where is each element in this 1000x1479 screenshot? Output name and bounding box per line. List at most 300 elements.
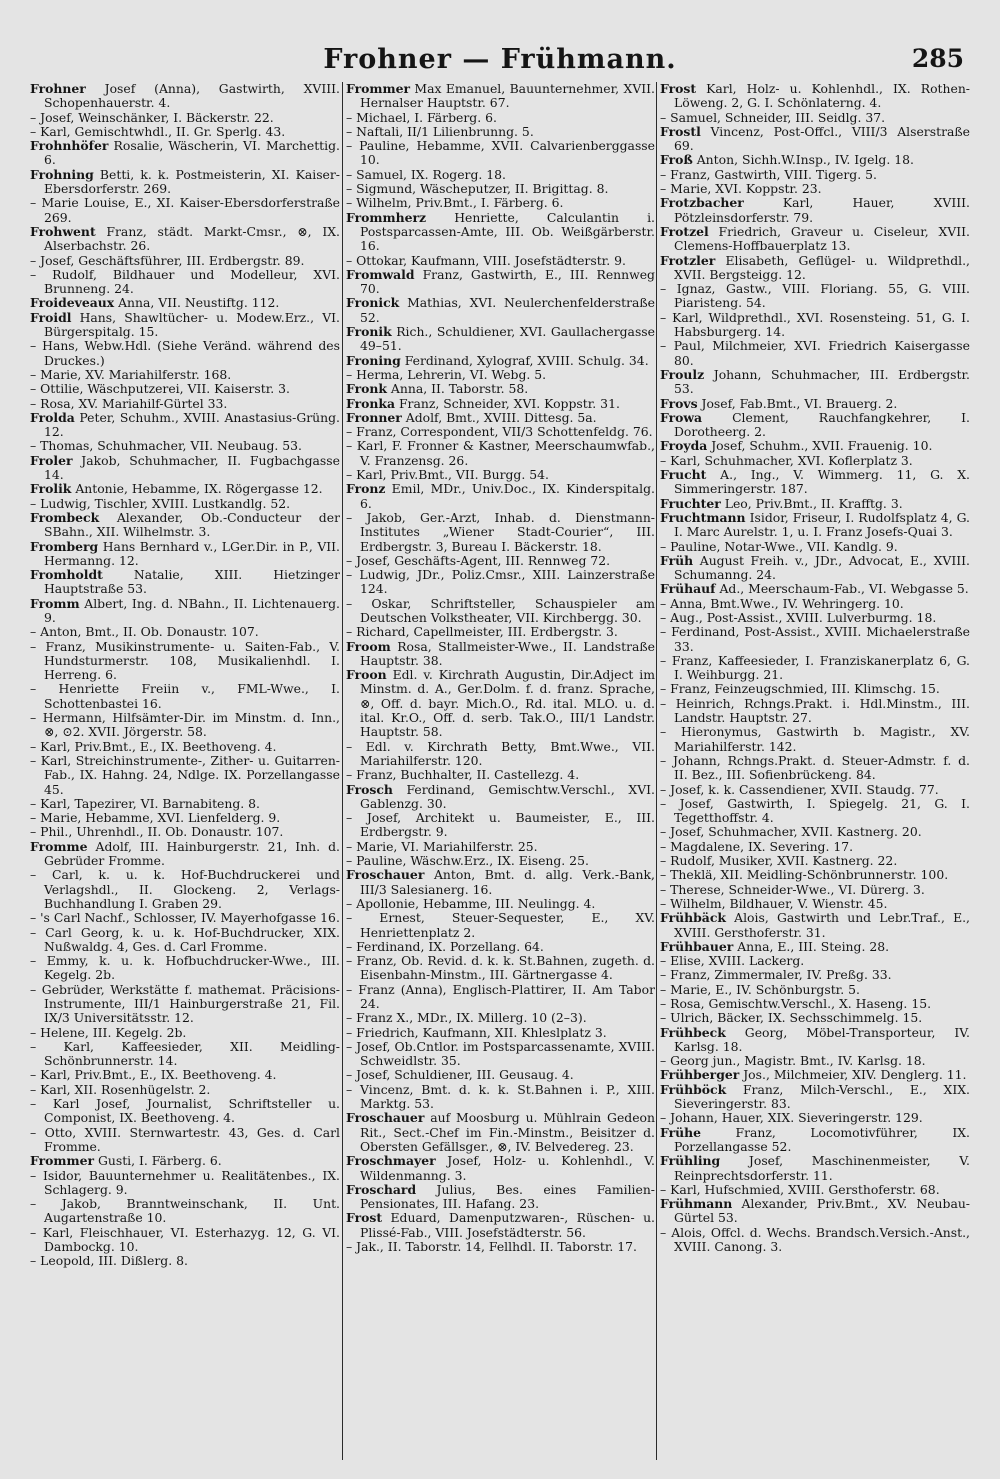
entry-text: Henriette, Calculantin i. Postsparcassen-Amte, III. Ob. Weißgärberstr. 16. xyxy=(360,209,655,254)
directory-entry xyxy=(30,497,340,511)
directory-entry xyxy=(660,1083,970,1112)
directory-entry xyxy=(30,625,340,639)
directory-entry xyxy=(346,325,655,354)
entry-text: Jos., Milchmeier, XIV. Denglerg. 11. xyxy=(739,1067,967,1083)
entry-text: – Edl. v. Kirchrath Betty, Bmt.Wwe., VII. Mariahilferstr. 120. xyxy=(346,738,655,768)
directory-entry xyxy=(30,840,340,869)
entry-text: Max Emanuel, Bauunternehmer, XVII. Hernalser Hauptstr. 67. xyxy=(360,82,655,111)
entry-text: – Karl, Schuhmacher, XVI. Koflerplatz 3. xyxy=(660,452,913,468)
entry-text: – Pauline, Hebamme, XVII. Calvarienberggasse 10. xyxy=(346,138,655,168)
directory-entry xyxy=(660,111,970,125)
entry-text: Mathias, XVI. Neulerchenfelderstraße 52. xyxy=(360,295,655,325)
entry-text: – Henriette Freiin v., FML-Wwe., I. Schottenbastei 16. xyxy=(30,681,340,711)
directory-entry xyxy=(660,439,970,453)
entry-text: – Gebrüder, Werkstätte f. mathemat. Präcisions-Instrumente, III/1 Hainburgerstraße 21, Fil. IX/3 Universitätsstr. 12. xyxy=(30,981,340,1026)
directory-entry xyxy=(30,983,340,1026)
entry-surname: Frostl xyxy=(660,123,701,139)
directory-entry xyxy=(346,1183,655,1212)
entry-text: Franz, Milch-Verschl., E., XIX. Sieveringerstr. 83. xyxy=(674,1081,970,1112)
directory-entry xyxy=(660,1068,970,1082)
entry-text: – Josef, Geschäfts-Agent, III. Rennweg 72. xyxy=(346,552,611,568)
entry-text: – Ottilie, Wäschputzerei, VII. Kaiserstr. 3. xyxy=(30,381,290,397)
entry-text: – Johann, Rchngs.Prakt. d. Steuer-Admstr. f. d. II. Bez., III. Sofienbrückeng. 84. xyxy=(660,752,970,783)
entry-text: – Wilhelm, Priv.Bmt., I. Färberg. 6. xyxy=(346,195,564,211)
entry-text: – Franz X., MDr., IX. Millerg. 10 (2–3). xyxy=(346,1010,587,1026)
entry-surname: Fronik xyxy=(346,324,392,340)
directory-entry xyxy=(30,368,340,382)
entry-text: Johann, Schuhmacher, III. Erdbergstr. 53. xyxy=(674,366,970,397)
entry-surname: Froschard xyxy=(346,1181,417,1197)
entry-surname: Frühbeck xyxy=(660,1024,726,1040)
entry-text: – Herma, Lehrerin, VI. Webg. 5. xyxy=(346,366,547,382)
entry-text: Alexander, Ob.-Conducteur der SBahn., XII. Wilhelmstr. 3. xyxy=(44,509,340,540)
directory-entry xyxy=(346,368,655,382)
entry-text: – Josef, Ob.Cntlor. im Postsparcassenamte, XVIII. Schweidlstr. 35. xyxy=(346,1038,655,1069)
entry-text: – 's Carl Nachf., Schlosser, IV. Mayerhofgasse 16. xyxy=(30,910,340,926)
directory-entry xyxy=(346,268,655,297)
entry-text: – Georg jun., Magistr. Bmt., IV. Karlsg. 18. xyxy=(660,1053,926,1069)
directory-entry xyxy=(346,568,655,597)
entry-text: Isidor, Friseur, I. Rudolfsplatz 4, G. I. Marc Aurelstr. 1, u. I. Franz Josefs-Quai 3. xyxy=(674,509,970,540)
directory-entry xyxy=(346,196,655,210)
entry-text: Anna, E., III. Steing. 28. xyxy=(733,938,890,954)
directory-entry xyxy=(660,196,970,225)
entry-surname: Frucht xyxy=(660,467,707,483)
directory-entry xyxy=(346,1040,655,1069)
entry-text: – Franz, Ob. Revid. d. k. k. St.Bahnen, zugeth. d. Eisenbahn-Minstm., III. Gärtnergasse 4. xyxy=(346,953,655,983)
directory-entry xyxy=(30,1040,340,1069)
directory-entry xyxy=(660,1226,970,1255)
directory-entry xyxy=(30,1083,340,1097)
entry-text: – Carl, k. u. k. Hof-Buchdruckerei und Verlagshdl., II. Glockeng. 2, Verlags-Buchhandlung I. Graben 29. xyxy=(30,867,340,911)
directory-entry xyxy=(346,554,655,568)
entry-text: – Karl, XII. Rosenhügelstr. 2. xyxy=(30,1081,211,1097)
entry-text: Vincenz, Post-Offcl., VIII/3 Alserstraße 69. xyxy=(674,123,970,154)
entry-text: Josef (Anna), Gastwirth, XVIII. Schopenhauerstr. 4. xyxy=(44,82,340,111)
entry-text: – Ferdinand, Post-Assist., XVIII. Michaelerstraße 33. xyxy=(660,624,970,654)
entry-surname: Fromm xyxy=(30,595,80,611)
entry-text: Betti, k. k. Postmeisterin, XI. Kaiser-Ebersdorferstr. 269. xyxy=(44,166,340,197)
entry-surname: Frohning xyxy=(30,166,94,182)
directory-entry xyxy=(30,139,340,168)
entry-text: Rich., Schuldiener, XVI. Gaullachergasse 49–51. xyxy=(360,324,655,354)
entry-text: – Richard, Capellmeister, III. Erdbergstr. 3. xyxy=(346,624,618,640)
directory-entry xyxy=(30,1197,340,1226)
directory-column-1 xyxy=(30,82,340,1462)
directory-entry xyxy=(30,797,340,811)
directory-entry xyxy=(660,311,970,340)
directory-entry xyxy=(30,254,340,268)
directory-entry xyxy=(30,296,340,310)
entry-text: Karl, Holz- u. Kohlenhdl., IX. Rothen-Löweng. 2, G. I. Schönlaterng. 4. xyxy=(674,82,970,111)
directory-entry xyxy=(660,282,970,311)
entry-surname: Fronner xyxy=(346,409,402,425)
entry-text: – Wilhelm, Bildhauer, V. Wienstr. 45. xyxy=(660,895,888,911)
entry-text: – Marie, Hebamme, XVI. Lienfelderg. 9. xyxy=(30,810,281,826)
entry-text: Edl. v. Kirchrath Augustin, Dir.Adject im Minstm. d. A., Ger.Dolm. f. d. franz. Sprache, ⊗, Off. d. bayr. Mich.O., Rd. ital. MLO. u. d. ital. Kr.O., Off. d. serb. Tak.O., III/1 Landstr. Hauptstr. 58. xyxy=(360,667,655,740)
directory-entry xyxy=(346,1083,655,1112)
directory-entry xyxy=(660,783,970,797)
entry-surname: Fronka xyxy=(346,395,395,411)
entry-text: Leo, Priv.Bmt., II. Krafftg. 3. xyxy=(720,495,903,511)
entry-surname: Froler xyxy=(30,452,73,468)
entry-text: Anna, II. Taborstr. 58. xyxy=(386,381,529,397)
directory-entry xyxy=(30,111,340,125)
directory-entry xyxy=(660,511,970,540)
entry-text: – Anna, Bmt.Wwe., IV. Wehringerg. 10. xyxy=(660,595,904,611)
directory-entry xyxy=(660,540,970,554)
directory-entry xyxy=(30,225,340,254)
running-title: Frohner — Frühmann. xyxy=(323,44,677,75)
entry-text: – Samuel, Schneider, III. Seidlg. 37. xyxy=(660,109,886,125)
entry-text: – Pauline, Wäschw.Erz., IX. Eiseng. 25. xyxy=(346,853,589,869)
directory-entry xyxy=(660,625,970,654)
directory-entry xyxy=(30,911,340,925)
entry-text: Hans Bernhard v., LGer.Dir. in P., VII. Hermanng. 12. xyxy=(44,538,340,568)
entry-text: – Sigmund, Wäscheputzer, II. Brigittag. 8. xyxy=(346,181,609,197)
entry-text: Gusti, I. Färberg. 6. xyxy=(94,1153,222,1169)
directory-entry xyxy=(346,211,655,254)
entry-text: Franz, städt. Markt-Cmsr., ⊗, IX. Alserbachstr. 26. xyxy=(44,223,340,254)
entry-text: – Carl Georg, k. u. k. Hof-Buchdrucker, XIX. Nußwaldg. 4, Ges. d. Carl Fromme. xyxy=(30,924,340,954)
entry-text: Elisabeth, Geflügel- u. Wildprethdl., XVII. Bergsteigg. 12. xyxy=(674,252,970,282)
directory-entry xyxy=(30,597,340,626)
entry-surname: Frühling xyxy=(660,1153,721,1169)
directory-entry xyxy=(346,983,655,1012)
entry-surname: Frost xyxy=(660,82,697,96)
directory-entry xyxy=(346,397,655,411)
directory-entry xyxy=(660,883,970,897)
entry-text: – Therese, Schneider-Wwe., VI. Dürerg. 3. xyxy=(660,881,925,897)
entry-text: – Heinrich, Rchngs.Prakt. i. Hdl.Minstm., III. Landstr. Hauptstr. 27. xyxy=(660,695,970,726)
entry-text: – Franz, Buchhalter, II. Castellezg. 4. xyxy=(346,767,580,783)
directory-entry xyxy=(30,1068,340,1082)
entry-text: – Karl, Tapezirer, VI. Barnabiteng. 8. xyxy=(30,795,260,811)
directory-entry xyxy=(346,482,655,511)
directory-entry xyxy=(346,840,655,854)
directory-entry xyxy=(660,168,970,182)
entry-text: – Hieronymus, Gastwirth b. Magistr., XV. Mariahilferstr. 142. xyxy=(660,724,970,754)
entry-surname: Fruchtmann xyxy=(660,509,746,525)
directory-entry xyxy=(346,296,655,325)
entry-surname: Frommer xyxy=(30,1153,95,1169)
entry-surname: Frühe xyxy=(660,1124,702,1140)
entry-text: – Franz, Correspondent, VII/3 Schottenfeldg. 76. xyxy=(346,424,653,440)
entry-text: Karl, Hauer, XVIII. Pötzleinsdorferstr. 79. xyxy=(674,195,970,225)
directory-entry xyxy=(660,940,970,954)
directory-entry xyxy=(346,111,655,125)
column-divider xyxy=(342,82,343,1460)
entry-text: – Hermann, Hilfsämter-Dir. im Minstm. d. Inn., ⊗, ⊙2. XVII. Jörgerstr. 58. xyxy=(30,710,340,740)
entry-surname: Froidl xyxy=(30,309,72,325)
directory-entry xyxy=(660,854,970,868)
directory-entry xyxy=(30,125,340,139)
entry-text: – Marie Louise, E., XI. Kaiser-Ebersdorferstraße 269. xyxy=(30,195,340,225)
directory-entry xyxy=(346,811,655,840)
directory-entry xyxy=(660,1054,970,1068)
entry-text: – Josef, Gastwirth, I. Spiegelg. 21, G. I. Tegetthoffstr. 4. xyxy=(660,795,970,826)
directory-entry xyxy=(346,1026,655,1040)
directory-entry xyxy=(30,382,340,396)
directory-entry xyxy=(30,82,340,111)
directory-entry xyxy=(30,868,340,911)
entry-text: – Aug., Post-Assist., XVIII. Lulverburmg. 18. xyxy=(660,609,937,625)
directory-entry xyxy=(660,1126,970,1155)
entry-surname: Frommer xyxy=(346,82,411,96)
directory-entry xyxy=(30,568,340,597)
entry-text: – Friedrich, Kaufmann, XII. Khleslplatz 3. xyxy=(346,1024,607,1040)
entry-text: Georg, Möbel-Transporteur, IV. Karlsg. 18. xyxy=(674,1024,970,1054)
entry-surname: Froideveaux xyxy=(30,295,115,311)
entry-text: – Ferdinand, IX. Porzellang. 64. xyxy=(346,938,544,954)
entry-text: – Franz, Musikinstrumente- u. Saiten-Fab., V. Hundsturmerstr. 108, Musikalienhdl. I. Herreng. 6. xyxy=(30,638,340,683)
directory-entry xyxy=(30,454,340,483)
directory-entry xyxy=(660,368,970,397)
entry-text: Josef, Maschinenmeister, V. Reinprechtsdorferstr. 11. xyxy=(674,1153,970,1183)
entry-surname: Frost xyxy=(346,1210,383,1226)
directory-entry xyxy=(346,511,655,554)
directory-entry xyxy=(346,897,655,911)
directory-entry xyxy=(346,625,655,639)
entry-text: – Phil., Uhrenhdl., II. Ob. Donaustr. 107. xyxy=(30,824,284,840)
entry-text: auf Moosburg u. Mühlrain Gedeon Rit., Sect.-Chef im Fin.-Minstm., Beisitzer d. Obersten Gefällsger., ⊗, IV. Belvedereg. 23. xyxy=(360,1110,655,1154)
entry-surname: Froulz xyxy=(660,366,705,382)
directory-entry xyxy=(660,611,970,625)
directory-entry xyxy=(30,926,340,955)
entry-text: – Marie, VI. Mariahilferstr. 25. xyxy=(346,838,538,854)
entry-surname: Froom xyxy=(346,638,391,654)
entry-text: – Samuel, IX. Rogerg. 18. xyxy=(346,166,506,182)
directory-entry xyxy=(346,1068,655,1082)
directory-entry xyxy=(346,1111,655,1154)
directory-entry xyxy=(660,1026,970,1055)
entry-text: Eduard, Damenputzwaren-, Rüschen- u. Plissé-Fab., VIII. Josefstädterstr. 56. xyxy=(360,1210,655,1240)
directory-entry xyxy=(30,439,340,453)
entry-text: Emil, MDr., Univ.Doc., IX. Kinderspitalg. 6. xyxy=(360,481,655,511)
directory-entry xyxy=(660,397,970,411)
directory-entry xyxy=(346,597,655,626)
entry-text: – Naftali, II/1 Lilienbrunng. 5. xyxy=(346,123,534,139)
entry-text: – Karl, Streichinstrumente-, Zither- u. Guitarren-Fab., IX. Hahng. 24, Ndlge. IX. Porzellangasse 45. xyxy=(30,752,340,797)
entry-text: – Josef, Weinschänker, I. Bäckerstr. 22. xyxy=(30,109,274,125)
directory-entry xyxy=(660,225,970,254)
entry-text: Josef, Holz- u. Kohlenhdl., V. Wildenmanng. 3. xyxy=(360,1153,655,1183)
entry-text: – Apollonie, Hebamme, III. Neulingg. 4. xyxy=(346,895,596,911)
entry-text: Friedrich, Graveur u. Ciseleur, XVII. Clemens-Hoffbauerplatz 13. xyxy=(674,223,970,254)
entry-text: Adolf, Bmt., XVIII. Dittesg. 5a. xyxy=(401,409,597,425)
entry-surname: Frohnhöfer xyxy=(30,138,109,154)
entry-text: – Ludwig, Tischler, XVIII. Lustkandlg. 52. xyxy=(30,495,291,511)
directory-entry xyxy=(30,268,340,297)
directory-entry xyxy=(346,868,655,897)
page-number: 285 xyxy=(911,44,964,73)
entry-surname: Froon xyxy=(346,667,387,683)
directory-entry xyxy=(30,740,340,754)
entry-text: Ferdinand, Xylograf, XVIII. Schulg. 34. xyxy=(400,352,649,368)
entry-surname: Frovs xyxy=(660,395,698,411)
entry-surname: Frotzbacher xyxy=(660,195,744,211)
entry-text: – Leopold, III. Dißlerg. 8. xyxy=(30,1253,188,1269)
directory-entry xyxy=(660,697,970,726)
entry-text: – Magdalene, IX. Severing. 17. xyxy=(660,838,854,854)
directory-entry xyxy=(30,1026,340,1040)
entry-text: A., Ing., V. Wimmerg. 11, G. X. Simmeringerstr. 187. xyxy=(674,467,970,497)
entry-text: Franz, Schneider, XVI. Koppstr. 31. xyxy=(395,395,620,411)
entry-text: Ad., Meerschaum-Fab., VI. Webgasse 5. xyxy=(715,581,969,597)
entry-text: Anton, Bmt. d. allg. Verk.-Bank, III/3 Salesianerg. 16. xyxy=(360,867,655,897)
entry-surname: Froschauer xyxy=(346,1110,425,1126)
entry-surname: Frühberger xyxy=(660,1067,740,1083)
entry-text: – Vincenz, Bmt. d. k. k. St.Bahnen i. P., XIII. Marktg. 53. xyxy=(346,1081,655,1112)
directory-entry xyxy=(30,711,340,740)
entry-text: Hans, Shawltücher- u. Modew.Erz., VI. Bürgerspitalg. 15. xyxy=(44,309,340,340)
directory-entry xyxy=(346,125,655,139)
directory-entry xyxy=(346,940,655,954)
entry-text: – Franz, Gastwirth, VIII. Tigerg. 5. xyxy=(660,166,877,182)
directory-entry xyxy=(30,954,340,983)
directory-column-2 xyxy=(346,82,655,1462)
entry-text: – Marie, XVI. Koppstr. 23. xyxy=(660,181,822,197)
directory-entry xyxy=(346,1211,655,1240)
directory-entry xyxy=(30,168,340,197)
entry-text: – Karl Josef, Journalist, Schriftsteller u. Componist, IX. Beethoveng. 4. xyxy=(30,1096,340,1126)
entry-text: – Emmy, k. u. k. Hofbuchdrucker-Wwe., III. Kegelg. 2b. xyxy=(30,953,340,983)
entry-text: – Ernest, Steuer-Sequester, E., XV. Henriettenplatz 2. xyxy=(346,910,655,940)
entry-text: – Ignaz, Gastw., VIII. Floriang. 55, G. VIII. Piaristeng. 54. xyxy=(660,281,970,311)
entry-text: Julius, Bes. eines Familien-Pensionates, III. Hafang. 23. xyxy=(360,1181,655,1212)
entry-text: Rosa, Stallmeister-Wwe., II. Landstraße Hauptstr. 38. xyxy=(360,638,655,668)
entry-text: Anton, Sichh.W.Insp., IV. Igelg. 18. xyxy=(692,152,914,168)
entry-text: – Franz, Zimmermaler, IV. Preßg. 33. xyxy=(660,967,892,983)
directory-entry xyxy=(660,725,970,754)
directory-entry xyxy=(346,439,655,468)
entry-text: – Josef, k. k. Cassendiener, XVII. Staudg. 77. xyxy=(660,781,939,797)
entry-text: Alois, Gastwirth und Lebr.Traf., E., XVIII. Gersthoferstr. 31. xyxy=(674,910,970,940)
column-divider xyxy=(656,82,657,1460)
directory-entry xyxy=(346,382,655,396)
directory-entry xyxy=(660,125,970,154)
directory-entry xyxy=(30,311,340,340)
entry-text: – Johann, Hauer, XIX. Sieveringerstr. 129. xyxy=(660,1110,923,1126)
directory-entry xyxy=(30,411,340,440)
entry-surname: Frühauf xyxy=(660,581,716,597)
entry-text: – Pauline, Notar-Wwe., VII. Kandlg. 9. xyxy=(660,538,898,554)
directory-entry xyxy=(30,754,340,797)
directory-entry xyxy=(30,640,340,683)
entry-text: Adolf, III. Hainburgerstr. 21, Inh. d. Gebrüder Fromme. xyxy=(44,838,340,869)
directory-entry xyxy=(346,411,655,425)
entry-surname: Frolda xyxy=(30,409,75,425)
directory-entry xyxy=(660,797,970,826)
entry-text: Natalie, XIII. Hietzinger Hauptstraße 53. xyxy=(44,567,340,597)
entry-surname: Froß xyxy=(660,152,693,168)
directory-entry xyxy=(346,854,655,868)
directory-entry xyxy=(30,339,340,368)
entry-text: – Jak., II. Taborstr. 14, Fellhdl. II. Taborstr. 17. xyxy=(346,1239,637,1255)
entry-text: – Marie, E., IV. Schönburgstr. 5. xyxy=(660,981,860,997)
entry-text: – Anton, Bmt., II. Ob. Donaustr. 107. xyxy=(30,624,259,640)
entry-text: Antonie, Hebamme, IX. Rögergasse 12. xyxy=(71,481,323,497)
directory-entry xyxy=(660,954,970,968)
entry-text: – Rudolf, Musiker, XVII. Kastnerg. 22. xyxy=(660,853,898,869)
entry-text: – Theklä, XII. Meidling-Schönbrunnerstr. 100. xyxy=(660,867,949,883)
directory-entry xyxy=(346,1154,655,1183)
entry-surname: Fromholdt xyxy=(30,567,103,583)
entry-text: – Hans, Webw.Hdl. (Siehe Veränd. während des Druckes.) xyxy=(30,338,340,368)
entry-surname: Frotzler xyxy=(660,252,716,268)
entry-text: Franz, Locomotivführer, IX. Porzellangasse 52. xyxy=(674,1124,970,1154)
entry-surname: Frühmann xyxy=(660,1196,733,1212)
directory-entry xyxy=(30,825,340,839)
directory-entry xyxy=(30,1169,340,1198)
directory-entry xyxy=(660,654,970,683)
directory-entry xyxy=(346,1240,655,1254)
entry-text: – Jakob, Branntweinschank, II. Unt. Augartenstraße 10. xyxy=(30,1196,340,1226)
directory-entry xyxy=(660,468,970,497)
entry-text: – Karl, Wildprethdl., XVI. Rosensteing. 51, G. I. Habsburgerg. 14. xyxy=(660,309,970,340)
entry-text: – Josef, Architekt u. Baumeister, E., III. Erdbergstr. 9. xyxy=(346,810,655,840)
directory-entry xyxy=(346,254,655,268)
entry-text: Peter, Schuhm., XVIII. Anastasius-Grüng. 12. xyxy=(44,409,340,440)
entry-text: – Marie, XV. Mariahilferstr. 168. xyxy=(30,366,232,382)
directory-entry xyxy=(660,968,970,982)
directory-entry xyxy=(346,668,655,739)
entry-text: – Oskar, Schriftsteller, Schauspieler am Deutschen Volkstheater, VII. Kirchbergg. 30. xyxy=(346,595,655,625)
entry-text: – Franz (Anna), Englisch-Plattirer, II. Am Tabor 24. xyxy=(346,981,655,1011)
directory-entry xyxy=(30,811,340,825)
entry-surname: Fronz xyxy=(346,481,386,497)
directory-entry xyxy=(346,168,655,182)
directory-entry xyxy=(660,897,970,911)
directory-entry xyxy=(660,582,970,596)
entry-text: – Alois, Offcl. d. Wechs. Brandsch.Versich.-Anst., XVIII. Canong. 3. xyxy=(660,1224,970,1255)
entry-surname: Froschauer xyxy=(346,867,425,883)
entry-text: Rosalie, Wäscherin, VI. Marchettig. 6. xyxy=(44,138,340,168)
entry-text: Ferdinand, Gemischtw.Verschl., XVI. Gablenzg. 30. xyxy=(360,781,655,811)
directory-entry xyxy=(346,740,655,769)
entry-surname: Fromberg xyxy=(30,538,99,554)
entry-surname: Froning xyxy=(346,352,401,368)
directory-entry xyxy=(660,1111,970,1125)
entry-surname: Fronk xyxy=(346,381,387,397)
entry-surname: Frosch xyxy=(346,781,393,797)
entry-surname: Frühböck xyxy=(660,1081,727,1097)
entry-text: – Franz, Kaffeesieder, I. Franziskanerplatz 6, G. I. Weihburgg. 21. xyxy=(660,652,970,683)
directory-entry xyxy=(660,840,970,854)
directory-entry xyxy=(660,182,970,196)
entry-text: Franz, Gastwirth, E., III. Rennweg 70. xyxy=(360,266,655,297)
directory-entry xyxy=(660,911,970,940)
directory-entry xyxy=(30,511,340,540)
directory-entry xyxy=(346,911,655,940)
entry-surname: Frühbäck xyxy=(660,910,726,926)
directory-entry xyxy=(346,425,655,439)
directory-entry xyxy=(660,1011,970,1025)
directory-entry xyxy=(660,254,970,283)
entry-text: – Josef, Schuhmacher, XVII. Kastnerg. 20. xyxy=(660,824,922,840)
directory-entry xyxy=(660,554,970,583)
entry-text: – Jakob, Ger.-Arzt, Inhab. d. Dienstmann-Institutes „Wiener Stadt-Courier“, III. Erdbergstr. 3, Bureau I. Bäckerstr. 18. xyxy=(346,509,655,554)
entry-surname: Frombeck xyxy=(30,509,100,525)
entry-text: – Ulrich, Bäcker, IX. Sechsschimmelg. 15. xyxy=(660,1010,923,1026)
directory-entry xyxy=(30,682,340,711)
directory-entry xyxy=(346,1011,655,1025)
entry-text: August Freih. v., JDr., Advocat, E., XVIII. Schumanng. 24. xyxy=(674,552,970,583)
entry-text: Josef, Schuhm., XVII. Frauenig. 10. xyxy=(707,438,933,454)
entry-text: – Karl, Priv.Bmt., E., IX. Beethoveng. 4. xyxy=(30,1067,277,1083)
entry-text: – Michael, I. Färberg. 6. xyxy=(346,109,497,125)
directory-entry xyxy=(346,783,655,812)
